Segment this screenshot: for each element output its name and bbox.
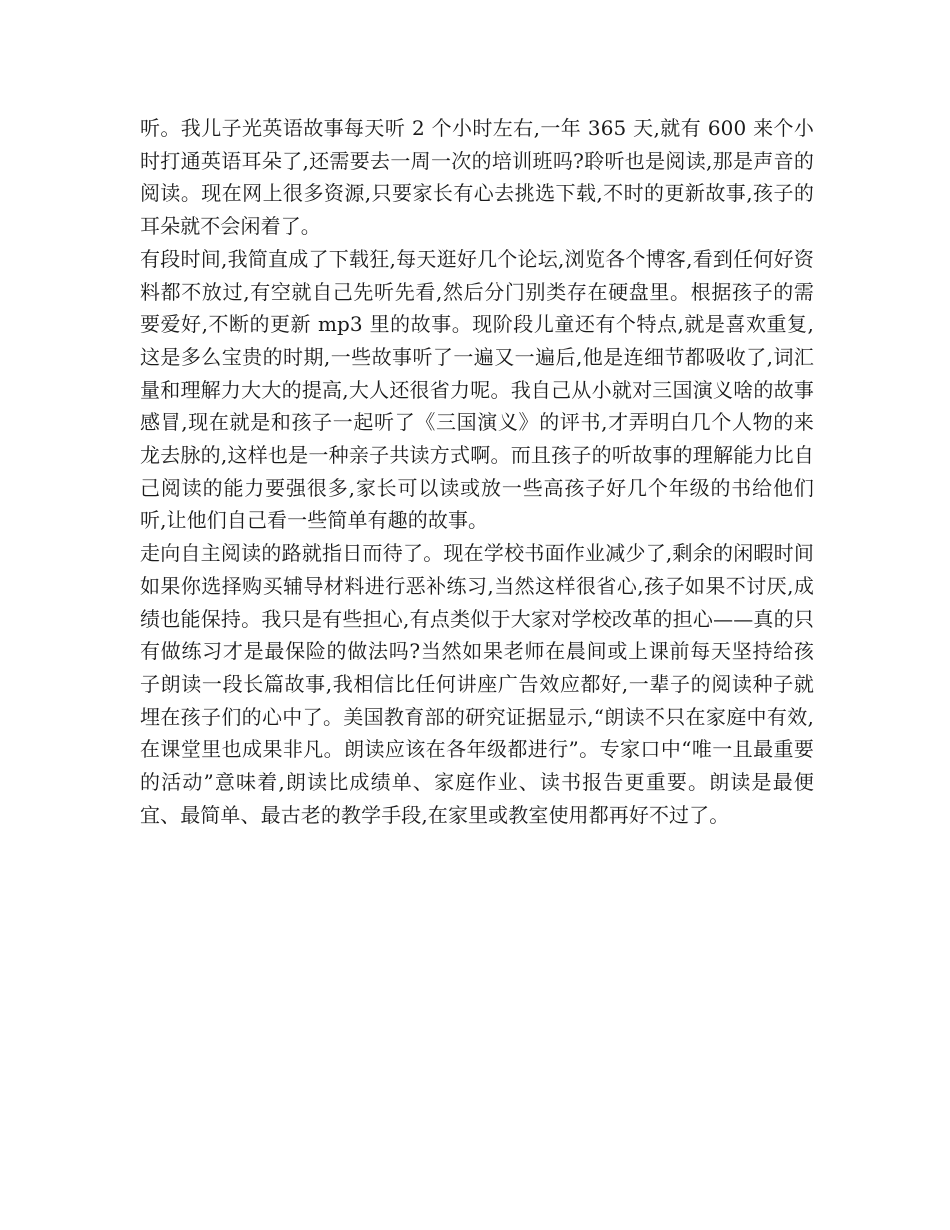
paragraph-2: 有段时间,我简直成了下载狂,每天逛好几个论坛,浏览各个博客,看到任何好资料都不放过,有空就自己先听先看,然后分门别类存在硬盘里。根据孩子的需要爱好,不断的更新 mp3 里的故事。现阶段儿童还有个特点,就是喜欢重复,这是多么宝贵的时期,一些故事听了一遍又一遍后,他是连细节都吸收了,词汇量和理解力大大的提高,大人还很省力呢。我自己从小就对三国演义啥的故事感冒,现在就是和孩子一起听了《三国演义》的评书,才弄明白几个人物的来龙去脉的,这样也是一种亲子共读方式啊。而且孩子的听故事的理解能力比自己阅读的能力要强很多,家长可以读或放一些高孩子好几个年级的书给他们听,让他们自己看一些简单有趣的故事。	[140, 246, 814, 533]
paragraph-3: 走向自主阅读的路就指日而待了。现在学校书面作业减少了,剩余的闲暇时间如果你选择购买辅导材料进行恶补练习,当然这样很省心,孩子如果不讨厌,成绩也能保持。我只是有些担心,有点类似于大家对学校改革的担心——真的只有做练习才是最保险的做法吗?当然如果老师在晨间或上课前每天坚持给孩子朗读一段长篇故事,我相信比任何讲座广告效应都好,一辈子的阅读种子就埋在孩子们的心中了。美国教育部的研究证据显示,“朗读不只在家庭中有效,在课堂里也成果非凡。朗读应该在各年级都进行”。专家口中“唯一且最重要的活动”意味着,朗读比成绩单、家庭作业、读书报告更重要。朗读是最便宜、最简单、最古老的教学手段,在家里或教室使用都再好不过了。	[140, 541, 814, 827]
paragraph-1: 听。我儿子光英语故事每天听 2 个小时左右,一年 365 天,就有 600 来个小时打通英语耳朵了,还需要去一周一次的培训班吗?聆听也是阅读,那是声音的阅读。现在网上很多资源,只要家长有心去挑选下载,不时的更新故事,孩子的耳朵就不会闲着了。	[140, 116, 814, 239]
document-body	[140, 112, 814, 831]
